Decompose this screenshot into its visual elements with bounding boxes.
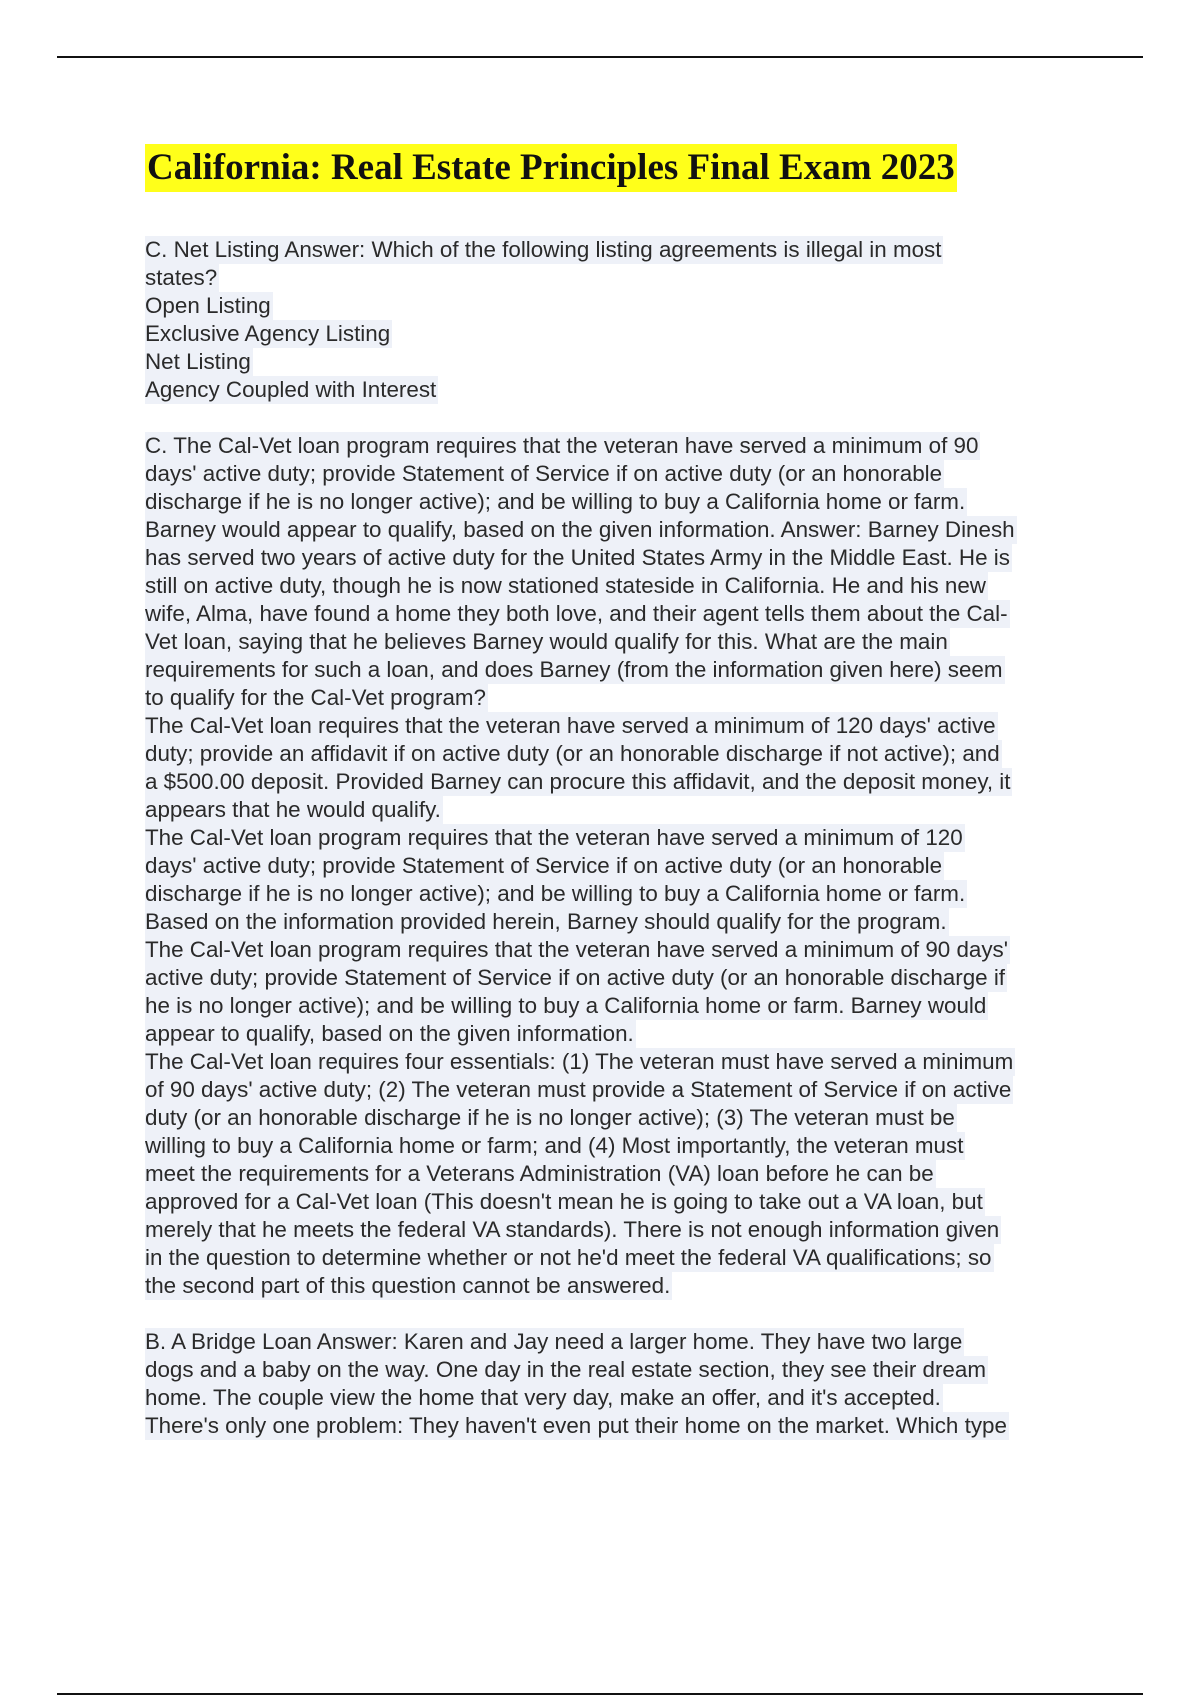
text-line: discharge if he is no longer active); and be willing to buy a California home or farm.: [145, 881, 966, 906]
bottom-rule: [57, 1693, 1143, 1695]
text-line: active duty; provide Statement of Service if on active duty (or an honorable discharge if: [145, 965, 1006, 990]
text-line: Barney would appear to qualify, based on the given information. Answer: Barney Dinesh: [145, 517, 1015, 542]
text-line: a $500.00 deposit. Provided Barney can procure this affidavit, and the deposit money, it: [145, 769, 1011, 794]
text-line: dogs and a baby on the way. One day in the real estate section, they see their dream: [145, 1357, 986, 1382]
text-line: merely that he meets the federal VA standards). There is not enough information given: [145, 1217, 1000, 1242]
text-line: There's only one problem: They haven't even put their home on the market. Which type: [145, 1413, 1007, 1438]
text-line: meet the requirements for a Veterans Administration (VA) loan before he can be: [145, 1161, 934, 1186]
text-line: states?: [145, 265, 218, 290]
text-line: Vet loan, saying that he believes Barney would qualify for this. What are the main: [145, 629, 948, 654]
text-line: Based on the information provided herein, Barney should qualify for the program.: [145, 909, 947, 934]
text-line: wife, Alma, have found a home they both love, and their agent tells them about the Cal-: [145, 601, 1008, 626]
text-line: the second part of this question cannot be answered.: [145, 1273, 671, 1298]
text-line: of 90 days' active duty; (2) The veteran must provide a Statement of Service if on active: [145, 1077, 1012, 1102]
text-line: has served two years of active duty for the United States Army in the Middle East. He is: [145, 545, 1010, 570]
text-line: B. A Bridge Loan Answer: Karen and Jay need a larger home. They have two large: [145, 1329, 963, 1354]
page-title: California: Real Estate Principles Final Exam 2023: [145, 144, 957, 192]
text-line: The Cal-Vet loan program requires that the veteran have served a minimum of 90 days': [145, 937, 1009, 962]
text-block: [145, 1328, 1095, 1440]
text-line: appear to qualify, based on the given information.: [145, 1021, 634, 1046]
text-line: Open Listing: [145, 293, 271, 318]
text-line: home. The couple view the home that very day, make an offer, and it's accepted.: [145, 1385, 941, 1410]
text-line: days' active duty; provide Statement of Service if on active duty (or an honorable: [145, 853, 943, 878]
text-line: still on active duty, though he is now stationed stateside in California. He and his new: [145, 573, 986, 598]
text-line: The Cal-Vet loan requires that the veteran have served a minimum of 120 days' active: [145, 713, 996, 738]
text-line: to qualify for the Cal-Vet program?: [145, 685, 487, 710]
document-body: [145, 236, 1095, 1440]
text-line: days' active duty; provide Statement of Service if on active duty (or an honorable: [145, 461, 943, 486]
top-rule: [57, 56, 1143, 58]
text-line: Net Listing: [145, 349, 251, 374]
text-line: C. The Cal-Vet loan program requires that the veteran have served a minimum of 90: [145, 433, 979, 458]
text-line: C. Net Listing Answer: Which of the following listing agreements is illegal in most: [145, 237, 942, 262]
text-line: Agency Coupled with Interest: [145, 377, 437, 402]
text-line: he is no longer active); and be willing to buy a California home or farm. Barney would: [145, 993, 987, 1018]
text-line: requirements for such a loan, and does Barney (from the information given here) seem: [145, 657, 1003, 682]
text-line: The Cal-Vet loan program requires that the veteran have served a minimum of 120: [145, 825, 963, 850]
text-line: The Cal-Vet loan requires four essentials: (1) The veteran must have served a minimum: [145, 1049, 1014, 1074]
text-line: approved for a Cal-Vet loan (This doesn't mean he is going to take out a VA loan, but: [145, 1189, 983, 1214]
text-line: discharge if he is no longer active); and be willing to buy a California home or farm.: [145, 489, 966, 514]
text-line: duty; provide an affidavit if on active duty (or an honorable discharge if not active); and: [145, 741, 1000, 766]
title-container: [145, 144, 957, 192]
text-line: appears that he would qualify.: [145, 797, 441, 822]
text-line: Exclusive Agency Listing: [145, 321, 391, 346]
text-block: [145, 236, 1095, 404]
text-line: in the question to determine whether or not he'd meet the federal VA qualifications; so: [145, 1245, 992, 1270]
text-block: [145, 432, 1095, 1300]
text-line: duty (or an honorable discharge if he is no longer active); (3) The veteran must be: [145, 1105, 955, 1130]
text-line: willing to buy a California home or farm; and (4) Most importantly, the veteran must: [145, 1133, 964, 1158]
